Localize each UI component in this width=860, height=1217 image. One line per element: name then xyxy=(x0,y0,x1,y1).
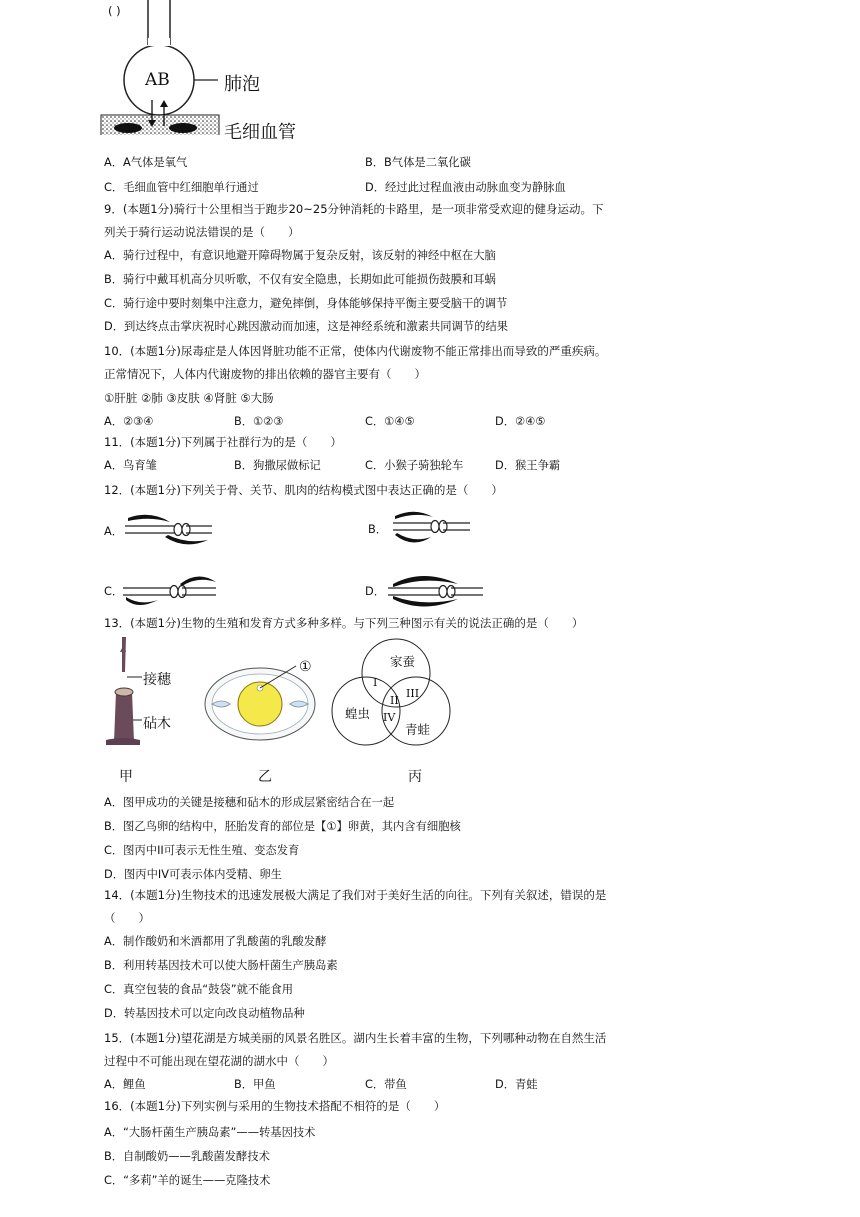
q15-option-c[interactable]: C．带鱼 xyxy=(365,1078,407,1091)
q13-stem: 13．(本题1分)生物的生殖和发育方式多种多样。与下列三种图示有关的说法正确的是（ ） xyxy=(104,616,584,630)
silkworm-label: 家蚕 xyxy=(390,654,416,669)
q14-stem-line2: （ ） xyxy=(104,911,150,925)
alveolus-capillary-figure xyxy=(98,0,338,135)
figure-bing-label: 丙 xyxy=(408,769,422,785)
figure-yi-label: 乙 xyxy=(258,769,272,785)
q16-option-b[interactable]: B．自制酸奶——乳酸菌发酵技术 xyxy=(104,1150,270,1163)
q13-option-d[interactable]: D．图丙中IV可表示体内受精、卵生 xyxy=(104,868,282,881)
q8-option-c[interactable]: C．毛细血管中红细胞单行通过 xyxy=(104,181,259,194)
q8-answer-paren: ( ) xyxy=(108,4,121,18)
q15-stem-line1: 15．(本题1分)望花湖是方城美丽的风景名胜区。湖内生长着丰富的生物，下列哪种动物在自然生活 xyxy=(104,1031,607,1045)
q16-stem: 16．(本题1分)下列实例与采用的生物技术搭配不相符的是（ ） xyxy=(104,1099,446,1113)
q15-option-b[interactable]: B．甲鱼 xyxy=(234,1078,276,1091)
q10-stem-line2: 正常情况下，人体内代谢废物的排出依赖的器官主要有（ ） xyxy=(104,367,426,381)
q10-items: ①肝脏 ②肺 ③皮肤 ④肾脏 ⑤大肠 xyxy=(104,391,274,405)
q11-option-d[interactable]: D．猴王争霸 xyxy=(495,459,561,472)
q11-option-b[interactable]: B．狗撒尿做标记 xyxy=(234,459,321,472)
q13-option-b[interactable]: B．图乙鸟卵的结构中，胚胎发育的部位是【①】卵黄，其内含有细胞核 xyxy=(104,820,461,833)
q12-option-a[interactable]: A． xyxy=(104,525,124,538)
q16-option-a[interactable]: A．“大肠杆菌生产胰岛素”——转基因技术 xyxy=(104,1126,316,1139)
ab-label: AB xyxy=(145,70,170,90)
q11-option-a[interactable]: A．鸟育雏 xyxy=(104,459,157,472)
figure-jia-label: 甲 xyxy=(119,769,133,785)
venn-region-3: III xyxy=(406,687,420,700)
q14-option-b[interactable]: B．利用转基因技术可以使大肠杆菌生产胰岛素 xyxy=(104,959,338,972)
q9-option-c[interactable]: C．骑行途中要时刻集中注意力，避免摔倒，身体能够保持平衡主要受脑干的调节 xyxy=(104,297,508,310)
q9-option-d[interactable]: D．到达终点击掌庆祝时心跳因激动而加速，这是神经系统和激素共同调节的结果 xyxy=(104,320,509,333)
q10-stem-line1: 10．(本题1分)尿毒症是人体因肾脏功能不正常，使体内代谢废物不能正常排出而导致的严重疾病。 xyxy=(104,344,607,358)
q13-option-a[interactable]: A．图甲成功的关键是接穗和砧木的形成层紧密结合在一起 xyxy=(104,796,395,809)
q9-stem-line1: 9．(本题1分)骑行十公里相当于跑步20~25分钟消耗的卡路里，是一项非常受欢迎的健身运动。下 xyxy=(104,202,604,216)
venn-region-2: II xyxy=(390,694,399,707)
q12-stem: 12．(本题1分)下列关于骨、关节、肌肉的结构模式图中表达正确的是（ ） xyxy=(104,483,503,497)
q10-option-b[interactable]: B．①②③ xyxy=(234,415,284,428)
q12-option-b[interactable]: B． xyxy=(368,523,388,536)
q15-option-a[interactable]: A．鲤鱼 xyxy=(104,1078,146,1091)
q15-option-d[interactable]: D．青蛙 xyxy=(495,1078,538,1091)
q12-figure-a xyxy=(120,510,220,550)
q12-option-c[interactable]: C． xyxy=(104,585,124,598)
q8-option-b[interactable]: B．B气体是二氧化碳 xyxy=(365,156,471,169)
q14-option-c[interactable]: C．真空包装的食品“鼓袋”就不能食用 xyxy=(104,983,294,996)
q10-option-d[interactable]: D．②④⑤ xyxy=(495,415,546,428)
q16-option-c[interactable]: C．“多莉”羊的诞生——克隆技术 xyxy=(104,1174,271,1187)
yolk-marker-1: ① xyxy=(299,659,312,675)
frog-label: 青蛙 xyxy=(405,722,431,737)
q12-figure-c xyxy=(118,572,228,612)
q8-option-d[interactable]: D．经过此过程血液由动脉血变为静脉血 xyxy=(365,181,566,194)
venn-region-1: I xyxy=(373,676,378,689)
q9-option-b[interactable]: B．骑行中戴耳机高分贝听歌，不仅有安全隐患，长期如此可能损伤鼓膜和耳蜗 xyxy=(104,273,496,286)
q12-figure-d xyxy=(383,572,493,612)
locust-label: 蝗虫 xyxy=(345,706,371,721)
q10-option-a[interactable]: A．②③④ xyxy=(104,415,154,428)
rootstock-label: 砧木 xyxy=(143,716,171,732)
q13-option-c[interactable]: C．图丙中II可表示无性生殖、变态发育 xyxy=(104,844,300,857)
capillary-label: 毛细血管 xyxy=(224,122,296,143)
q11-option-c[interactable]: C．小猴子骑独轮车 xyxy=(365,459,464,472)
venn-region-4: IV xyxy=(383,711,396,724)
q10-option-c[interactable]: C．①④⑤ xyxy=(365,415,415,428)
q9-option-a[interactable]: A．骑行过程中，有意识地避开障碍物属于复杂反射，该反射的神经中枢在大脑 xyxy=(104,249,496,262)
q11-stem: 11．(本题1分)下列属于社群行为的是（ ） xyxy=(104,435,342,449)
q12-figure-b xyxy=(385,507,485,547)
q12-option-d[interactable]: D． xyxy=(365,585,385,598)
q14-option-a[interactable]: A．制作酸奶和米酒都用了乳酸菌的乳酸发酵 xyxy=(104,935,327,948)
alveolus-label: 肺泡 xyxy=(224,74,260,95)
q14-stem-line1: 14．(本题1分)生物技术的迅速发展极大满足了我们对于美好生活的向往。下列有关叙述，错误的是 xyxy=(104,888,607,902)
q15-stem-line2: 过程中不可能出现在望花湖的湖水中（ ） xyxy=(104,1054,334,1068)
scion-label: 接穗 xyxy=(143,672,171,688)
q8-option-a[interactable]: A．A气体是氧气 xyxy=(104,156,188,169)
q9-stem-line2: 列关于骑行运动说法错误的是（ ） xyxy=(104,225,300,239)
q14-option-d[interactable]: D．转基因技术可以定向改良动植物品种 xyxy=(104,1007,305,1020)
